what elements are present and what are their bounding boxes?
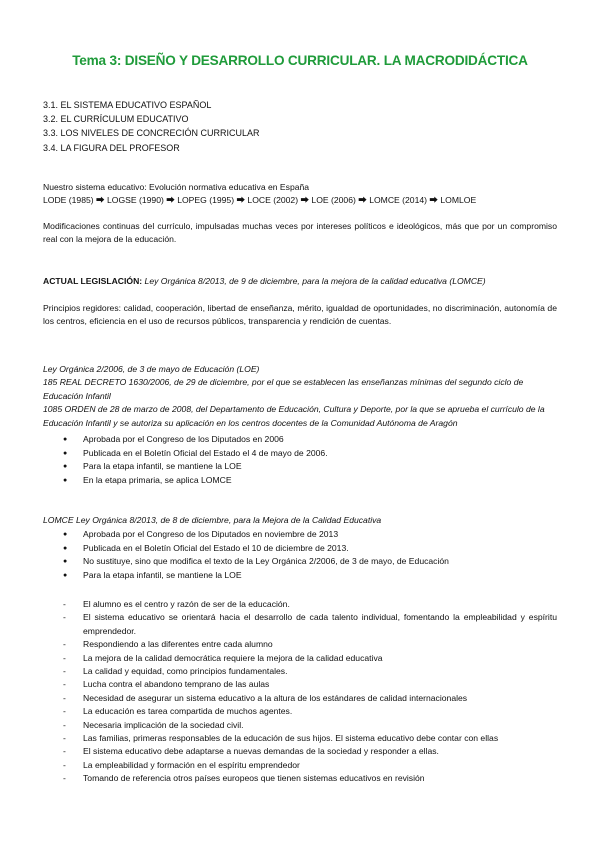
evolution-section [43, 181, 557, 208]
list-item: - Lucha contra el abandono temprano de las aulas [63, 678, 557, 691]
list-item: - Necesaria implicación de la sociedad civil. [63, 719, 557, 732]
loe-bullets [43, 433, 557, 487]
list-item: - Necesidad de asegurar un sistema educativo a la altura de los estándares de calidad internacionales [63, 692, 557, 705]
list-item: ● Publicada en el Boletín Oficial del Estado el 4 de mayo de 2006. [63, 447, 557, 461]
list-item: - El sistema educativo se orientará hacia el desarrollo de cada talento individual, fomentando la empleabilidad y espíritu emprendedor. [63, 611, 557, 638]
loe-heading: Ley Orgánica 2/2006, de 3 de mayo de Educación (LOE) [43, 364, 260, 374]
list-item: - El alumno es el centro y razón de ser de la educación. [63, 598, 557, 611]
orden-line: 1085 ORDEN de 28 de marzo de 2008, del Departamento de Educación, Cultura y Deporte, por la que se aprueba el currículo de la Educación Infantil y se autoriza su aplicación en los centros docentes de la Comunidad Autónoma de Aragón [43, 404, 545, 428]
list-item: - La calidad y equidad, como principios fundamentales. [63, 665, 557, 678]
current-legislation [43, 275, 557, 288]
list-item: - El sistema educativo debe adaptarse a nuevas demandas de la sociedad y responder a ellas. [63, 745, 557, 758]
loe-section [43, 363, 557, 430]
list-item: ● No sustituye, sino que modifica el texto de la Ley Orgánica 2/2006, de 3 de mayo, de Educación [63, 555, 557, 569]
toc-item: 3.4. LA FIGURA DEL PROFESOR [43, 142, 180, 153]
evolution-heading: Nuestro sistema educativo: Evolución normativa educativa en España [43, 182, 310, 192]
current-legislation-text: Ley Orgánica 8/2013, de 9 de diciembre, para la mejora de la calidad educativa (LOMCE) [142, 276, 486, 286]
lomce-principles-list [43, 598, 557, 786]
list-item: - La empleabilidad y formación en el espíritu emprendedor [63, 759, 557, 772]
modifications-paragraph: Modificaciones continuas del currículo, impulsadas muchas veces por intereses políticos e ideológicos, más que por un compromiso real con la mejora de la educación. [43, 221, 557, 245]
lomce-bullets [43, 528, 557, 582]
list-item: ● Publicada en el Boletín Oficial del Estado el 10 de diciembre de 2013. [63, 542, 557, 556]
page-title: Tema 3: DISEÑO Y DESARROLLO CURRICULAR. LA MACRODIDÁCTICA [72, 53, 528, 68]
list-item: - Las familias, primeras responsables de la educación de sus hijos. El sistema educativo debe contar con ellas [63, 732, 557, 745]
list-item: ● Aprobada por el Congreso de los Diputados en noviembre de 2013 [63, 528, 557, 542]
table-of-contents [43, 98, 260, 155]
list-item: - Respondiendo a las diferentes entre cada alumno [63, 638, 557, 651]
lomce-heading: LOMCE Ley Orgánica 8/2013, de 8 de diciembre, para la Mejora de la Calidad Educativa [43, 515, 382, 525]
list-item: ● Aprobada por el Congreso de los Diputados en 2006 [63, 433, 557, 447]
principles-paragraph: Principios regidores: calidad, cooperación, libertad de enseñanza, mérito, igualdad de oportunidades, no discriminación, autonomía de los centros, eficiencia en el uso de recursos públicos, transparencia y rendición de cuentas. [43, 303, 557, 327]
current-legislation-label: ACTUAL LEGISLACIÓN: [43, 276, 143, 286]
list-item: ● Para la etapa infantil, se mantiene la LOE [63, 569, 557, 583]
list-item: ● En la etapa primaria, se aplica LOMCE [63, 474, 557, 488]
toc-item: 3.1. EL SISTEMA EDUCATIVO ESPAÑOL [43, 100, 212, 110]
list-item: ● Para la etapa infantil, se mantiene la LOE [63, 460, 557, 474]
list-item: - La mejora de la calidad democrática requiere la mejora de la calidad educativa [63, 652, 557, 665]
law-timeline: LODE (1985) ⮕ LOGSE (1990) ⮕ LOPEG (1995) ⮕ LOCE (2002) ⮕ LOE (2006) ⮕ LOMCE (2014) ⮕ LOMLOE [43, 195, 477, 206]
real-decreto-line: 185 REAL DECRETO 1630/2006, de 29 de diciembre, por el que se establecen las enseñanzas mínimas del segundo ciclo de Educación Infantil [43, 377, 524, 401]
toc-item: 3.3. LOS NIVELES DE CONCRECIÓN CURRICULAR [43, 128, 260, 139]
toc-item: 3.2. EL CURRÍCULUM EDUCATIVO [43, 114, 189, 125]
list-item: - La educación es tarea compartida de muchos agentes. [63, 705, 557, 718]
list-item: - Tomando de referencia otros países europeos que tienen sistemas educativos en revisión [63, 772, 557, 785]
